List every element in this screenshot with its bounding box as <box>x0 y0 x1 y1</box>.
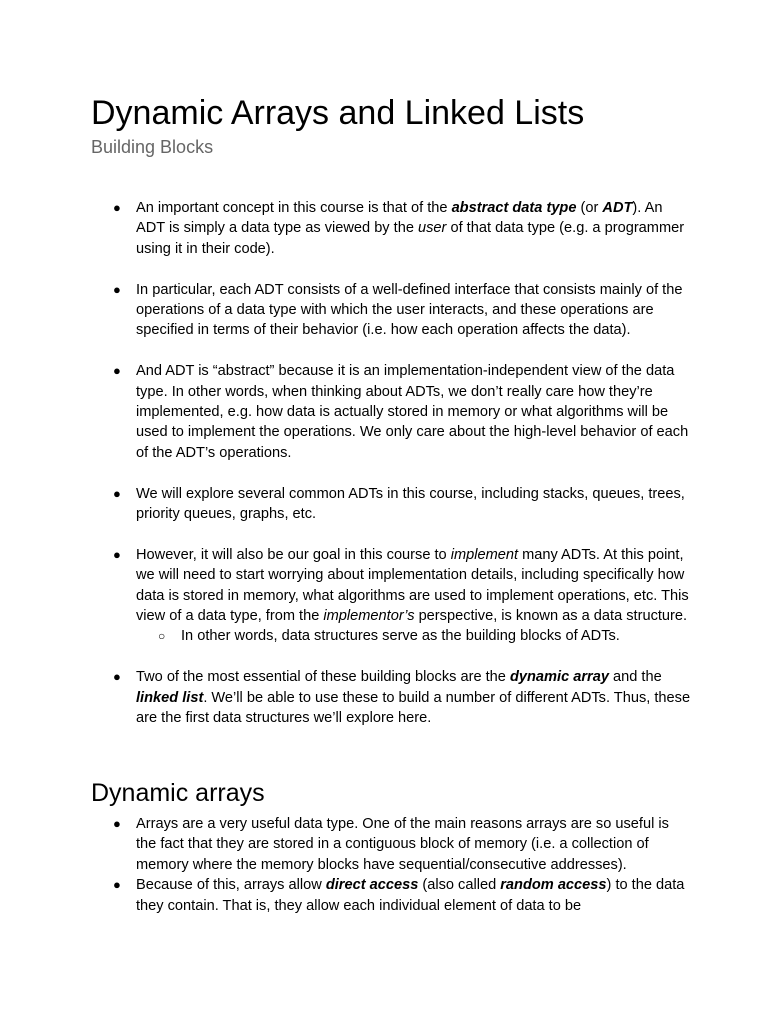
list-item: ● In particular, each ADT consists of a well-defined interface that consists mainly of the operations of a data type with which the user interacts, and these operations are specified in terms of their behavior (i.e. how each operation affects the data). <box>113 281 683 339</box>
list-item: ● Because of this, arrays allow direct access (also called random access) to the data they contain. That is, they allow each individual element of data to be <box>113 877 685 914</box>
intro-bullet-list <box>91 198 691 749</box>
list-item: ● However, it will also be our goal in this course to implement many ADTs. At this point, we will need to start worrying about implementation details, including specifically how data is stored in memory, what algorithms are used to implement operations, etc. This view of a data type, from the implementor’s perspective, is known as a data structure. ○ In other words, data structures serve as the building blocks of ADTs. <box>91 545 691 647</box>
list-item: ● An important concept in this course is that of the abstract data type (or ADT). An ADT is simply a data type as viewed by the user of that data type (e.g. a programmer using it in their code). <box>113 200 685 257</box>
bullet-icon: ● <box>113 816 121 831</box>
bullet-icon: ● <box>113 281 121 297</box>
bullet-icon: ● <box>113 363 121 379</box>
term-abstract-data-type: abstract data type <box>451 200 577 216</box>
bullet-icon: ● <box>113 200 121 215</box>
list-item: ● And ADT is “abstract” because it is an implementation-independent view of the data type. In other words, when thinking about ADTs, we don’t really care how they’re implemented, e.g. how data is actually stored in memory or what algorithms will be used to implement the operations. We only care about the high-level behavior of each of the ADT’s operations. <box>113 363 689 461</box>
section-bullet-list <box>91 814 691 916</box>
term-user: user <box>418 220 447 237</box>
bullet-icon: ● <box>113 546 121 562</box>
page-title: Dynamic Arrays and Linked Lists <box>91 94 585 132</box>
term-implementors: implementor’s <box>323 608 415 625</box>
bullet-icon: ● <box>113 669 121 685</box>
term-direct-access: direct access <box>325 877 419 894</box>
circle-bullet-icon: ○ <box>158 629 166 644</box>
list-item: ● Arrays are a very useful data type. One of the main reasons arrays are so useful is the fact that they are stored in a contiguous block of memory (i.e. a collection of memory where the memory blocks have sequential/consecutive addresses). <box>113 816 669 873</box>
list-item: ● We will explore several common ADTs in this course, including stacks, queues, trees, priority queues, graphs, etc. <box>113 485 685 523</box>
sub-bullet-list <box>136 626 691 646</box>
list-item: ● Two of the most essential of these building blocks are the dynamic array and the linked list. We’ll be able to use these to build a number of different ADTs. Thus, these are the first data structures we’ll explore here. <box>113 669 691 727</box>
term-random-access: random access <box>500 877 607 894</box>
sub-list-item: ○ In other words, data structures serve as the building blocks of ADTs. <box>136 626 691 646</box>
page-subtitle: Building Blocks <box>91 137 214 157</box>
term-adt: ADT <box>602 200 633 216</box>
section-heading: Dynamic arrays <box>91 779 265 807</box>
term-implement: implement <box>450 546 519 563</box>
bullet-icon: ● <box>113 877 121 893</box>
term-linked-list: linked list <box>136 689 204 706</box>
term-dynamic-array: dynamic array <box>509 669 609 686</box>
bullet-icon: ● <box>113 485 121 501</box>
